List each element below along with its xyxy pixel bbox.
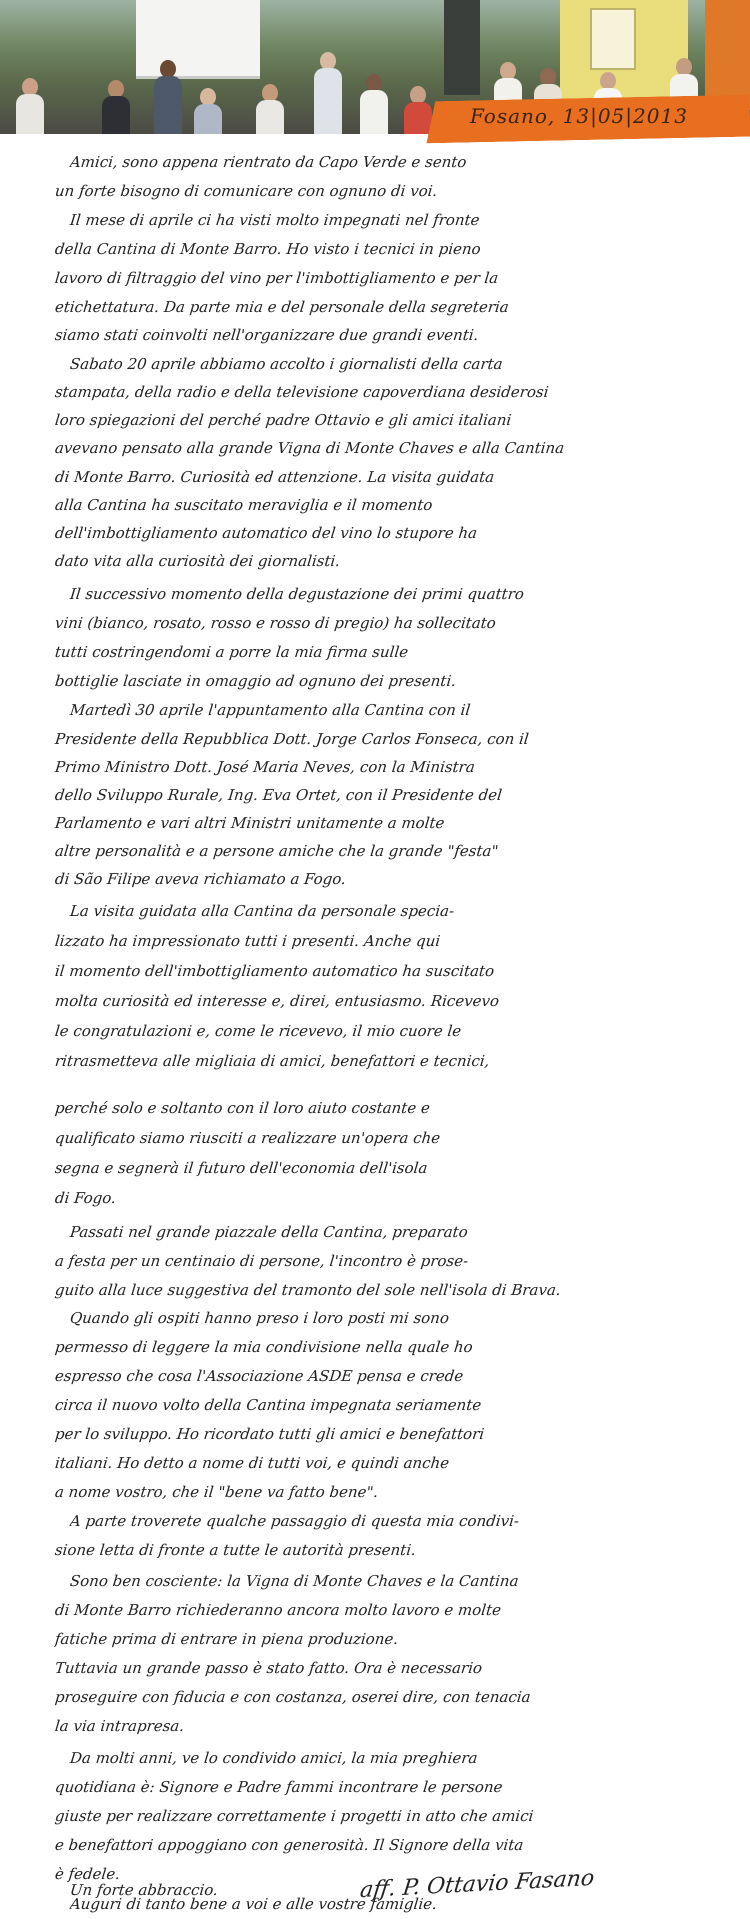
signature: aff. P. Ottavio Fasano — [358, 1865, 596, 1904]
letter-line: a festa per un centinaio di persone, l'incontro è prose- — [54, 1252, 470, 1270]
letter-line: Parlamento e vari altri Ministri unitamente a molte — [54, 814, 446, 832]
letter-line: Sono ben cosciente: la Vigna di Monte Chaves e la Cantina — [69, 1572, 520, 1590]
letter-line: permesso di leggere la mia condivisione nella quale ho — [54, 1338, 474, 1356]
letter-line: guito alla luce suggestiva del tramonto del sole nell'isola di Brava. — [54, 1281, 562, 1299]
letter-line: dato vita alla curiosità dei giornalisti. — [54, 552, 342, 570]
letter-line: tutti costringendomi a porre la mia firma sulle — [54, 643, 410, 661]
letter-line: vini (bianco, rosato, rosso e rosso di pregio) ha sollecitato — [54, 614, 497, 632]
letter-line: proseguire con fiducia e con costanza, oserei dire, con tenacia — [54, 1688, 532, 1706]
letter-line: circa il nuovo volto della Cantina impegnata seriamente — [54, 1396, 483, 1414]
letter-line: dell'imbottigliamento automatico del vino lo stupore ha — [54, 524, 479, 542]
letter-line: altre personalità e a persone amiche che la grande "festa" — [54, 842, 500, 860]
letter-body — [0, 148, 750, 1919]
letter-line: e benefattori appoggiano con generosità. Il Signore della vita — [54, 1836, 525, 1854]
letter-line: di São Filipe aveva richiamato a Fogo. — [54, 870, 347, 888]
letter-line: di Fogo. — [54, 1189, 117, 1207]
letter-line: giuste per realizzare correttamente i progetti in atto che amici — [54, 1807, 535, 1825]
letter-line: perché solo e soltanto con il loro aiuto costante e — [54, 1099, 431, 1117]
letter-line: lavoro di filtraggio del vino per l'imbottigliamento e per la — [54, 269, 500, 287]
letter-line: Martedì 30 aprile l'appuntamento alla Cantina con il — [69, 701, 472, 719]
letter-line: Primo Ministro Dott. José Maria Neves, con la Ministra — [54, 758, 476, 776]
letter-line: Passati nel grande piazzale della Cantina, preparato — [69, 1223, 469, 1241]
letter-line: molta curiosità ed interesse e, direi, entusiasmo. Ricevevo — [54, 992, 501, 1010]
letter-line: italiani. Ho detto a nome di tutti voi, e quindi anche — [54, 1454, 451, 1472]
letter-line: Il mese di aprile ci ha visti molto impegnati nel fronte — [69, 211, 481, 229]
letter-line: sione letta di fronte a tutte le autorità presenti. — [54, 1541, 417, 1559]
letter-line: di Monte Barro richiederanno ancora molto lavoro e molte — [54, 1601, 502, 1619]
letter-line: è fedele. — [54, 1865, 121, 1883]
letter-line: Auguri di tanto bene a voi e alle vostre famiglie. — [69, 1895, 438, 1913]
letter-line: Tuttavia un grande passo è stato fatto. Ora è necessario — [54, 1659, 484, 1677]
letter-line: bottiglie lasciate in omaggio ad ognuno dei presenti. — [54, 672, 458, 690]
letter-line: qualificato siamo riusciti a realizzare un'opera che — [54, 1129, 442, 1147]
letter-line: della Cantina di Monte Barro. Ho visto i tecnici in pieno — [54, 240, 482, 258]
letter-line: il momento dell'imbottigliamento automatico ha suscitato — [54, 962, 496, 980]
letter-line: ritrasmetteva alle migliaia di amici, benefattori e tecnici, — [54, 1052, 491, 1070]
letter-line: stampata, della radio e della televisione capoverdiana desiderosi — [54, 383, 550, 401]
letter-line: alla Cantina ha suscitato meraviglia e il momento — [54, 496, 434, 514]
letter-line: per lo sviluppo. Ho ricordato tutti gli amici e benefattori — [54, 1425, 486, 1443]
letter-line: La visita guidata alla Cantina da personale specia- — [69, 902, 456, 920]
letter-line: a nome vostro, che il "bene va fatto bene". — [54, 1483, 380, 1501]
letter-line: lizzato ha impressionato tutti i presenti. Anche qui — [54, 932, 442, 950]
letter-line: fatiche prima di entrare in piena produzione. — [54, 1630, 400, 1648]
letter-line: espresso che cosa l'Associazione ASDE pensa e crede — [54, 1367, 465, 1385]
letter-line: quotidiana è: Signore e Padre fammi incontrare le persone — [54, 1778, 504, 1796]
letter-line: dello Sviluppo Rurale, Ing. Eva Ortet, con il Presidente del — [54, 786, 503, 804]
letter-line: Quando gli ospiti hanno preso i loro posti mi sono — [69, 1309, 450, 1327]
letter-line: avevano pensato alla grande Vigna di Monte Chaves e alla Cantina — [54, 439, 566, 457]
letter-line: Sabato 20 aprile abbiamo accolto i giornalisti della carta — [69, 355, 504, 373]
letter-line: le congratulazioni e, come le ricevevo, il mio cuore le — [54, 1022, 463, 1040]
letter-line: siamo stati coinvolti nell'organizzare due grandi eventi. — [54, 326, 480, 344]
letter-line: un forte bisogno di comunicare con ognuno di voi. — [54, 182, 439, 200]
letter-line: Il successivo momento della degustazione dei primi quattro — [69, 585, 525, 603]
closing-line: Un forte abbraccio. — [69, 1881, 219, 1899]
letter-line: segna e segnerà il futuro dell'economia dell'isola — [54, 1159, 429, 1177]
letter-line: Da molti anni, ve lo condivido amici, la mia preghiera — [69, 1749, 479, 1767]
date-label: Fosano, 13|05|2013 — [470, 104, 688, 128]
letter-line: di Monte Barro. Curiosità ed attenzione. La visita guidata — [54, 468, 496, 486]
window — [590, 8, 636, 70]
letter-line: loro spiegazioni del perché padre Ottavio e gli amici italiani — [54, 411, 513, 429]
letter-line: A parte troverete qualche passaggio di questa mia condivi- — [69, 1512, 520, 1530]
letter-line: la via intrapresa. — [54, 1717, 186, 1735]
letter-line: Presidente della Repubblica Dott. Jorge Carlos Fonseca, con il — [54, 730, 530, 748]
letter-line: etichettatura. Da parte mia e del personale della segreteria — [54, 298, 510, 316]
projection-screen — [136, 0, 260, 79]
letter-line: Amici, sono appena rientrato da Capo Verde e sento — [69, 153, 468, 171]
